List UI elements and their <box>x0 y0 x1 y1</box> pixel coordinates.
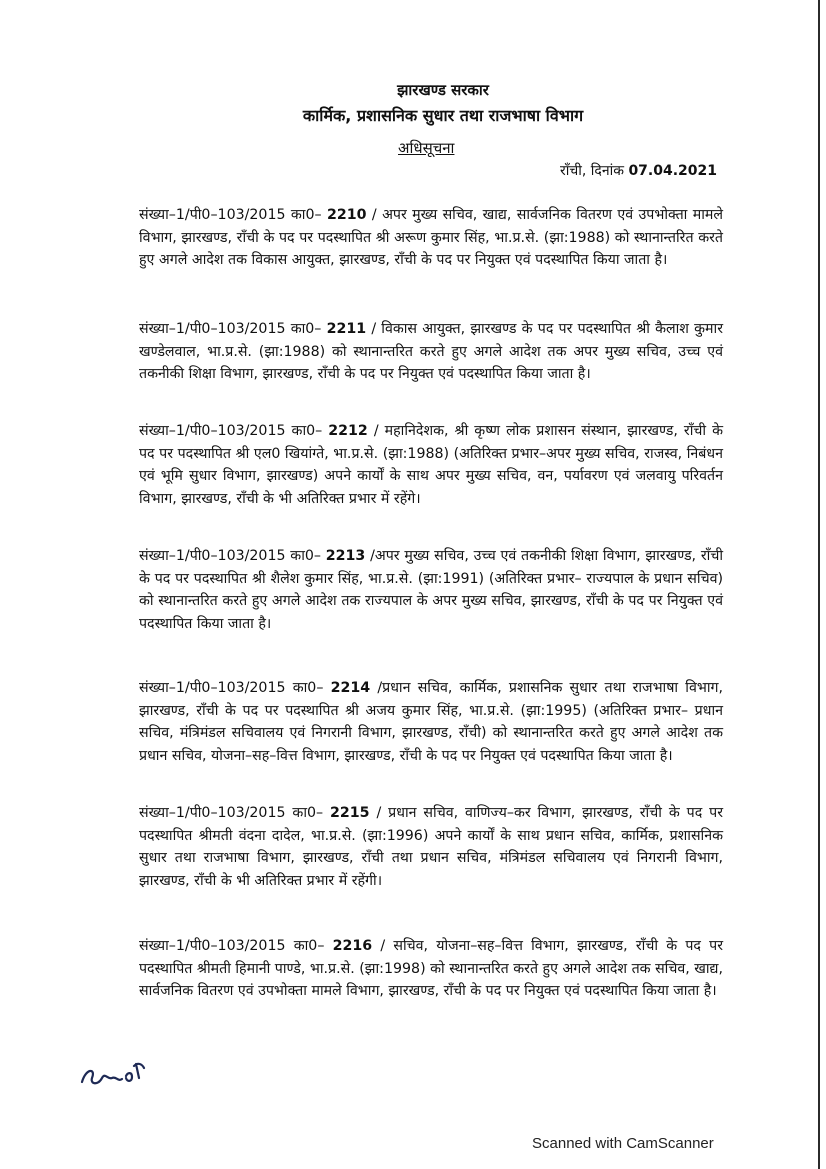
handwritten-signature <box>78 1052 158 1092</box>
government-heading: झारखण्ड सरकार <box>397 81 489 99</box>
order-text: / विकास आयुक्त, झारखण्ड के पद पर पदस्थापित श्री कैलाश कुमार खण्डेलवाल, भा.प्र.से. (झा:1988) को स्थानान्तरित करते हुए अगले आदेश तक अपर मुख्य सचिव, उच्च एवं तकनीकी शिक्षा विभाग, झारखण्ड, राँची के पद पर नियुक्त एवं पदस्थापित किया जाता है। <box>139 321 723 383</box>
order-ref: संख्या–1/पी0–103/2015 का0– <box>139 548 321 564</box>
order-text: /प्रधान सचिव, कार्मिक, प्रशासनिक सुधार तथा राजभाषा विभाग, झारखण्ड, राँची के पद पर पदस्थापित श्री अजय कुमार सिंह, भा.प्र.से. (झा:1995) (अतिरिक्त प्रभार– प्रधान सचिव, मंत्रिमंडल सचिवालय एवं निगरानी विभाग, झारखण्ड, राँची) को स्थानान्तरित करते हुए अगले आदेश तक प्रधान सचिव, योजना–सह–वित्त विभाग, झारखण्ड, राँची के पद पर नियुक्त एवं पदस्थापित किया जाता है। <box>139 680 724 764</box>
department-heading: कार्मिक, प्रशासनिक सुधार तथा राजभाषा विभाग <box>302 106 584 125</box>
order-number: 2210 <box>327 207 367 223</box>
order-number: 2213 <box>325 548 366 564</box>
order-text: / सचिव, योजना–सह–वित्त विभाग, झारखण्ड, राँची के पद पर पदस्थापित श्रीमती हिमानी पाण्डे, भा.प्र.से. (झा:1998) को स्थानान्तरित करते हुए अगले आदेश तक सचिव, खाद्य, सार्वजनिक वितरण एवं उपभोक्ता मामले विभाग, झारखण्ड, राँची के पद पर नियुक्त एवं पदस्थापित किया जाता है। <box>139 938 724 1000</box>
order-paragraph <box>139 935 723 1003</box>
notice-date: 07.04.2021 <box>628 163 718 179</box>
order-number: 2215 <box>330 805 370 821</box>
order-ref: संख्या–1/पी0–103/2015 का0– <box>139 207 322 223</box>
order-ref: संख्या–1/पी0–103/2015 का0– <box>139 321 322 337</box>
order-paragraph <box>139 420 723 510</box>
place-date-prefix: राँची, दिनांक <box>560 163 624 179</box>
order-paragraph <box>139 204 723 272</box>
order-number: 2211 <box>326 321 367 337</box>
order-number: 2216 <box>332 938 373 954</box>
order-number: 2212 <box>328 423 368 439</box>
order-text: / प्रधान सचिव, वाणिज्य–कर विभाग, झारखण्ड, राँची के पद पर पदस्थापित श्रीमती वंदना दादेल, भा.प्र.से. (झा:1996) अपने कार्यों के साथ प्रधान सचिव, कार्मिक, प्रशासनिक सुधार तथा राजभाषा विभाग, झारखण्ड, राँची तथा प्रधान सचिव, मंत्रिमंडल सचिवालय एवं निगरानी विभाग, झारखण्ड, राँची के भी अतिरिक्त प्रभार में रहेंगी। <box>139 805 723 889</box>
order-text: /अपर मुख्य सचिव, उच्च एवं तकनीकी शिक्षा विभाग, झारखण्ड, राँची के पद पर पदस्थापित श्री शैलेश कुमार सिंह, भा.प्र.से. (झा:1991) (अतिरिक्त प्रभार– राज्यपाल के प्रधान सचिव) को स्थानान्तरित करते हुए अगले आदेश तक राज्यपाल के अपर मुख्य सचिव, झारखण्ड, राँची के पद पर नियुक्त एवं पदस्थापित किया जाता है। <box>139 548 723 632</box>
order-paragraph <box>139 802 723 892</box>
place-date <box>560 161 717 180</box>
order-ref: संख्या–1/पी0–103/2015 का0– <box>139 805 324 821</box>
page-edge <box>818 0 820 1169</box>
order-ref: संख्या–1/पी0–103/2015 का0– <box>139 680 324 696</box>
order-number: 2214 <box>330 680 371 696</box>
order-paragraph <box>139 545 723 635</box>
order-text: / महानिदेशक, श्री कृष्ण लोक प्रशासन संस्थान, झारखण्ड, राँची के पद पर पदस्थापित श्री एल0 खियांग्ते, भा.प्र.से. (झा:1988) (अतिरिक्त प्रभार–अपर मुख्य सचिव, राजस्व, निबंधन एवं भूमि सुधार विभाग, झारखण्ड) अपने कार्यों के साथ अपर मुख्य सचिव, वन, पर्यावरण एवं जलवायु परिवर्तन विभाग, झारखण्ड, राँची के भी अतिरिक्त प्रभार में रहेंगे। <box>139 423 723 507</box>
order-ref: संख्या–1/पी0–103/2015 का0– <box>139 938 325 954</box>
order-paragraph <box>139 677 723 767</box>
scanner-watermark: Scanned with CamScanner <box>532 1135 714 1152</box>
order-paragraph <box>139 318 723 386</box>
order-text: / अपर मुख्य सचिव, खाद्य, सार्वजनिक वितरण एवं उपभोक्ता मामले विभाग, झारखण्ड, राँची के पद पर पदस्थापित श्री अरूण कुमार सिंह, भा.प्र.से. (झा:1988) को स्थानान्तरित करते हुए अगले आदेश तक विकास आयुक्त, झारखण्ड, राँची के पद पर नियुक्त एवं पदस्थापित किया जाता है। <box>139 207 724 269</box>
order-ref: संख्या–1/पी0–103/2015 का0– <box>139 423 323 439</box>
notice-title: अधिसूचना <box>398 139 455 157</box>
